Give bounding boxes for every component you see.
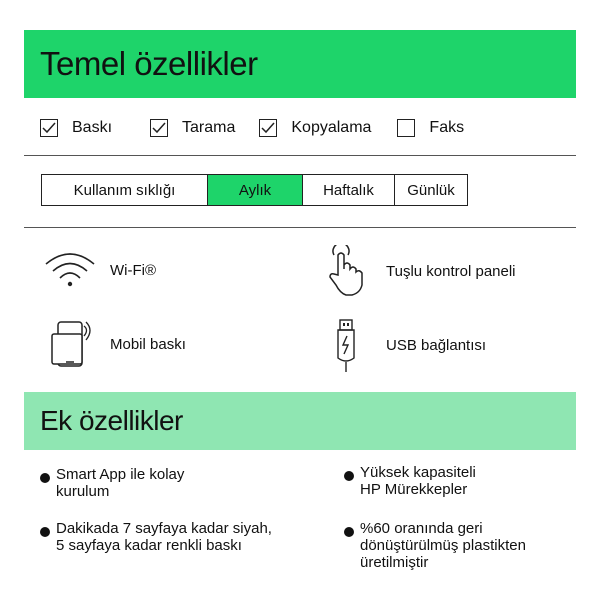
feature-touch-panel-label: Tuşlu kontrol paneli (386, 262, 516, 280)
extra-features-title: Ek özellikler (40, 405, 183, 436)
wifi-icon (40, 250, 100, 290)
feature-usb-label: USB bağlantısı (386, 336, 487, 354)
extra-feature-text: Smart App ile kolay kurulum (56, 466, 185, 500)
extra-feature-text: Dakikada 7 sayfaya kadar siyah, 5 sayfaya kadar renkli baskı (56, 520, 272, 554)
mobile-print-icon (40, 318, 100, 370)
extra-features-header (24, 392, 576, 450)
function-checklist (24, 100, 576, 156)
usage-frequency-label: Kullanım sıklığı (42, 175, 208, 205)
list-item (344, 464, 476, 498)
checkbox-fax-box[interactable] (397, 119, 415, 137)
feature-usb (316, 318, 486, 372)
bullet-icon (344, 471, 354, 481)
list-item (40, 466, 184, 500)
tab-weekly[interactable]: Haftalık (303, 175, 395, 205)
list-item (40, 520, 272, 554)
feature-wifi (40, 250, 156, 290)
touch-hand-icon (316, 245, 376, 297)
checkbox-scan[interactable] (150, 119, 235, 137)
checkmark-icon (42, 122, 56, 134)
feature-wifi-label: Wi-Fi® (110, 261, 157, 279)
bullet-icon (40, 527, 50, 537)
checkbox-print[interactable] (40, 119, 112, 137)
basic-features-title: Temel özellikler (40, 45, 258, 82)
usb-icon (316, 318, 376, 372)
tab-monthly[interactable]: Aylık (208, 175, 303, 205)
checkbox-scan-box[interactable] (150, 119, 168, 137)
basic-features-header (24, 30, 576, 98)
checkbox-copy[interactable] (259, 119, 371, 137)
bullet-icon (344, 527, 354, 537)
extra-feature-text: %60 oranında geri dönüştürülmüş plastikten üretilmiştir (360, 520, 526, 571)
checkbox-print-box[interactable] (40, 119, 58, 137)
checkbox-copy-label: Kopyalama (291, 118, 372, 136)
list-item (344, 520, 526, 571)
tab-daily[interactable]: Günlük (407, 181, 455, 199)
checkbox-copy-box[interactable] (259, 119, 277, 137)
feature-mobile-print (40, 318, 186, 370)
checkbox-print-label: Baskı (72, 118, 113, 136)
usage-frequency-row (24, 158, 576, 228)
checkbox-fax-label: Faks (429, 118, 465, 136)
feature-touch-panel (316, 245, 516, 297)
bullet-icon (40, 473, 50, 483)
feature-mobile-print-label: Mobil baskı (110, 335, 186, 353)
checkbox-scan-label: Tarama (182, 118, 236, 136)
extra-feature-text: Yüksek kapasiteli HP Mürekkepler (360, 464, 476, 498)
checkmark-icon (261, 122, 275, 134)
usage-frequency-selector (41, 174, 468, 206)
checkbox-fax[interactable] (397, 119, 464, 137)
checkmark-icon (152, 122, 166, 134)
